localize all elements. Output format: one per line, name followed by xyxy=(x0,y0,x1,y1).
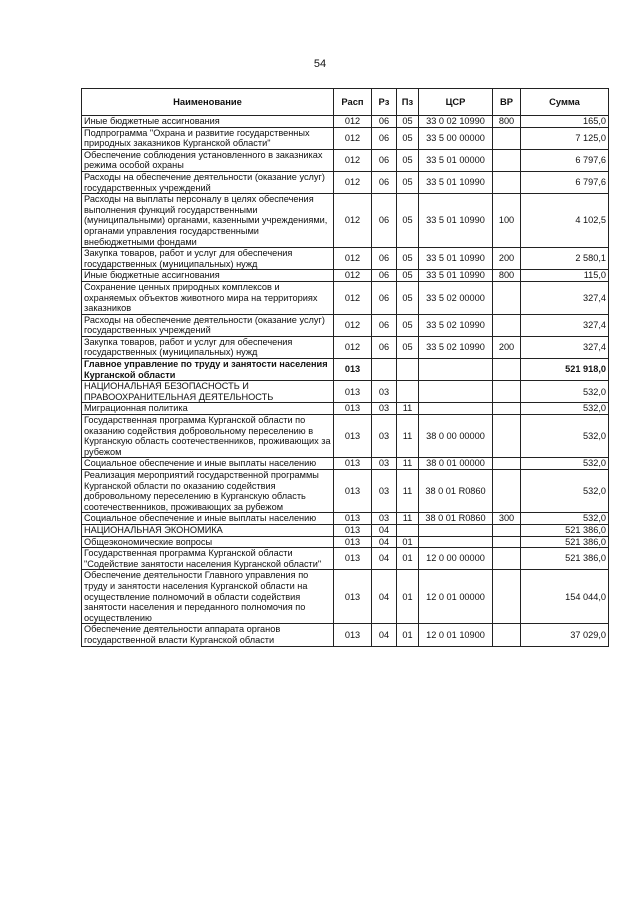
cell-sum: 327,4 xyxy=(521,314,609,336)
cell-pz: 11 xyxy=(397,470,419,513)
cell-rz: 03 xyxy=(372,458,397,470)
cell-name: Государственная программа Курганской области по оказанию содействия добровольному переселению в Курганскую область соотечественников, проживающих за рубежом xyxy=(82,415,334,458)
cell-pz: 01 xyxy=(397,570,419,624)
cell-sum: 521 918,0 xyxy=(521,359,609,381)
cell-vr xyxy=(493,403,521,415)
cell-vr xyxy=(493,171,521,193)
table-row xyxy=(82,513,609,525)
cell-sum: 115,0 xyxy=(521,270,609,282)
header-rz: Рз xyxy=(372,89,397,116)
cell-sum: 327,4 xyxy=(521,281,609,314)
cell-rasp: 012 xyxy=(334,281,372,314)
cell-name: Расходы на обеспечение деятельности (оказание услуг) государственных учреждений xyxy=(82,314,334,336)
cell-rasp: 013 xyxy=(334,470,372,513)
cell-sum: 6 797,6 xyxy=(521,149,609,171)
cell-pz xyxy=(397,381,419,403)
cell-rz: 06 xyxy=(372,127,397,149)
cell-rasp: 013 xyxy=(334,403,372,415)
header-pz: Пз xyxy=(397,89,419,116)
header-rasp: Расп xyxy=(334,89,372,116)
cell-sum: 532,0 xyxy=(521,470,609,513)
cell-rasp: 012 xyxy=(334,116,372,128)
table-row xyxy=(82,570,609,624)
cell-csr: 38 0 00 00000 xyxy=(419,415,493,458)
cell-sum: 532,0 xyxy=(521,381,609,403)
cell-sum: 532,0 xyxy=(521,415,609,458)
cell-sum: 6 797,6 xyxy=(521,171,609,193)
cell-rasp: 012 xyxy=(334,194,372,248)
cell-csr: 33 0 02 10990 xyxy=(419,116,493,128)
cell-rasp: 013 xyxy=(334,624,372,646)
cell-csr: 33 5 01 10990 xyxy=(419,194,493,248)
table-row xyxy=(82,524,609,536)
cell-rasp: 012 xyxy=(334,336,372,358)
cell-rasp: 013 xyxy=(334,548,372,570)
cell-rz: 06 xyxy=(372,248,397,270)
cell-pz: 05 xyxy=(397,127,419,149)
cell-pz: 11 xyxy=(397,513,419,525)
cell-csr: 33 5 01 10990 xyxy=(419,270,493,282)
cell-pz: 05 xyxy=(397,281,419,314)
cell-sum: 4 102,5 xyxy=(521,194,609,248)
cell-rasp: 013 xyxy=(334,415,372,458)
cell-vr xyxy=(493,415,521,458)
cell-rz: 04 xyxy=(372,548,397,570)
cell-csr: 33 5 02 10990 xyxy=(419,336,493,358)
table-row xyxy=(82,281,609,314)
cell-pz xyxy=(397,359,419,381)
cell-pz: 05 xyxy=(397,116,419,128)
cell-rz: 06 xyxy=(372,281,397,314)
cell-vr xyxy=(493,548,521,570)
budget-table xyxy=(81,88,609,647)
cell-csr: 33 5 02 00000 xyxy=(419,281,493,314)
cell-name: Иные бюджетные ассигнования xyxy=(82,116,334,128)
table-header-row xyxy=(82,89,609,116)
table-row xyxy=(82,116,609,128)
cell-rz: 06 xyxy=(372,336,397,358)
cell-vr xyxy=(493,359,521,381)
cell-csr: 38 0 01 00000 xyxy=(419,458,493,470)
cell-name: Закупка товаров, работ и услуг для обеспечения государственных (муниципальных) нужд xyxy=(82,248,334,270)
header-sum: Сумма xyxy=(521,89,609,116)
cell-rasp: 013 xyxy=(334,570,372,624)
cell-pz: 01 xyxy=(397,536,419,548)
cell-vr xyxy=(493,624,521,646)
cell-rasp: 013 xyxy=(334,458,372,470)
cell-name: Обеспечение деятельности аппарата органов государственной власти Курганской области xyxy=(82,624,334,646)
cell-pz: 05 xyxy=(397,248,419,270)
cell-name: Обеспечение деятельности Главного управления по труду и занятости населения Курганской области на осуществление полномочий в области содействия занятости населения и переданного полномочия по осуществлению xyxy=(82,570,334,624)
cell-name: НАЦИОНАЛЬНАЯ БЕЗОПАСНОСТЬ И ПРАВООХРАНИТЕЛЬНАЯ ДЕЯТЕЛЬНОСТЬ xyxy=(82,381,334,403)
cell-rz: 06 xyxy=(372,149,397,171)
cell-rz: 06 xyxy=(372,171,397,193)
table-row xyxy=(82,127,609,149)
cell-csr xyxy=(419,524,493,536)
cell-csr: 38 0 01 R0860 xyxy=(419,513,493,525)
cell-name: Социальное обеспечение и иные выплаты населению xyxy=(82,458,334,470)
cell-rz: 03 xyxy=(372,415,397,458)
header-vr: ВР xyxy=(493,89,521,116)
cell-sum: 7 125,0 xyxy=(521,127,609,149)
table-row xyxy=(82,248,609,270)
cell-rasp: 012 xyxy=(334,149,372,171)
cell-name: Государственная программа Курганской области "Содействие занятости населения Курганской области" xyxy=(82,548,334,570)
cell-csr: 12 0 00 00000 xyxy=(419,548,493,570)
cell-sum: 532,0 xyxy=(521,458,609,470)
cell-pz xyxy=(397,524,419,536)
table-row xyxy=(82,548,609,570)
cell-name: Главное управление по труду и занятости населения Курганской области xyxy=(82,359,334,381)
table-row xyxy=(82,194,609,248)
cell-rz: 06 xyxy=(372,116,397,128)
cell-csr: 38 0 01 R0860 xyxy=(419,470,493,513)
page-number: 54 xyxy=(313,58,327,70)
cell-vr xyxy=(493,127,521,149)
cell-rz: 06 xyxy=(372,270,397,282)
cell-pz: 05 xyxy=(397,270,419,282)
cell-pz: 05 xyxy=(397,336,419,358)
cell-vr: 100 xyxy=(493,194,521,248)
cell-rz: 03 xyxy=(372,513,397,525)
cell-rasp: 012 xyxy=(334,171,372,193)
cell-vr: 800 xyxy=(493,270,521,282)
cell-pz: 05 xyxy=(397,194,419,248)
cell-pz: 05 xyxy=(397,149,419,171)
cell-csr xyxy=(419,381,493,403)
cell-pz: 11 xyxy=(397,403,419,415)
table-row xyxy=(82,336,609,358)
cell-vr: 200 xyxy=(493,336,521,358)
cell-name: Общеэкономические вопросы xyxy=(82,536,334,548)
table-row xyxy=(82,171,609,193)
cell-rasp: 013 xyxy=(334,536,372,548)
table-row xyxy=(82,314,609,336)
cell-rz: 06 xyxy=(372,314,397,336)
cell-sum: 521 386,0 xyxy=(521,548,609,570)
cell-pz: 01 xyxy=(397,624,419,646)
cell-name: Миграционная политика xyxy=(82,403,334,415)
table-row xyxy=(82,359,609,381)
cell-csr: 12 0 01 00000 xyxy=(419,570,493,624)
cell-csr xyxy=(419,359,493,381)
table-row xyxy=(82,470,609,513)
cell-name: Расходы на выплаты персоналу в целях обеспечения выполнения функций государственными (муниципальными) органами, казенными учреждениями, органами управления государственными внебюджетными фондами xyxy=(82,194,334,248)
cell-csr: 12 0 01 10900 xyxy=(419,624,493,646)
cell-name: Подпрограмма "Охрана и развитие государственных природных заказников Курганской области" xyxy=(82,127,334,149)
cell-rasp: 012 xyxy=(334,127,372,149)
cell-rasp: 013 xyxy=(334,359,372,381)
cell-pz: 01 xyxy=(397,548,419,570)
cell-pz: 05 xyxy=(397,314,419,336)
cell-rasp: 012 xyxy=(334,248,372,270)
cell-pz: 11 xyxy=(397,415,419,458)
cell-rasp: 012 xyxy=(334,270,372,282)
cell-vr xyxy=(493,524,521,536)
cell-sum: 532,0 xyxy=(521,513,609,525)
table-row xyxy=(82,624,609,646)
cell-vr xyxy=(493,281,521,314)
cell-name: Расходы на обеспечение деятельности (оказание услуг) государственных учреждений xyxy=(82,171,334,193)
cell-name: Закупка товаров, работ и услуг для обеспечения государственных (муниципальных) нужд xyxy=(82,336,334,358)
cell-vr xyxy=(493,314,521,336)
cell-name: Реализация мероприятий государственной программы Курганской области по оказанию содействия добровольному переселению в Курганскую область соотечественников, проживающих за рубежом xyxy=(82,470,334,513)
cell-rz: 04 xyxy=(372,570,397,624)
cell-vr: 200 xyxy=(493,248,521,270)
cell-vr xyxy=(493,470,521,513)
cell-vr xyxy=(493,570,521,624)
cell-name: Социальное обеспечение и иные выплаты населению xyxy=(82,513,334,525)
cell-rz: 04 xyxy=(372,524,397,536)
table-row xyxy=(82,415,609,458)
cell-rasp: 013 xyxy=(334,524,372,536)
cell-vr: 800 xyxy=(493,116,521,128)
cell-csr: 33 5 01 00000 xyxy=(419,149,493,171)
cell-name: Иные бюджетные ассигнования xyxy=(82,270,334,282)
cell-sum: 2 580,1 xyxy=(521,248,609,270)
cell-vr xyxy=(493,381,521,403)
cell-pz: 05 xyxy=(397,171,419,193)
cell-rz: 04 xyxy=(372,624,397,646)
cell-csr: 33 5 01 10990 xyxy=(419,248,493,270)
cell-rz: 06 xyxy=(372,194,397,248)
cell-name: Сохранение ценных природных комплексов и охраняемых объектов животного мира на территориях заказников xyxy=(82,281,334,314)
table-row xyxy=(82,149,609,171)
cell-name: Обеспечение соблюдения установленного в заказниках режима особой охраны xyxy=(82,149,334,171)
cell-rz xyxy=(372,359,397,381)
cell-pz: 11 xyxy=(397,458,419,470)
table-body xyxy=(82,116,609,647)
cell-rz: 04 xyxy=(372,536,397,548)
cell-sum: 165,0 xyxy=(521,116,609,128)
cell-rasp: 013 xyxy=(334,513,372,525)
cell-rasp: 012 xyxy=(334,314,372,336)
cell-rz: 03 xyxy=(372,470,397,513)
cell-sum: 532,0 xyxy=(521,403,609,415)
table-row xyxy=(82,403,609,415)
header-csr: ЦСР xyxy=(419,89,493,116)
table-row xyxy=(82,458,609,470)
cell-vr: 300 xyxy=(493,513,521,525)
header-name: Наименование xyxy=(82,89,334,116)
cell-sum: 154 044,0 xyxy=(521,570,609,624)
cell-csr: 33 5 02 10990 xyxy=(419,314,493,336)
cell-vr xyxy=(493,149,521,171)
cell-sum: 521 386,0 xyxy=(521,524,609,536)
cell-csr: 33 5 00 00000 xyxy=(419,127,493,149)
cell-sum: 37 029,0 xyxy=(521,624,609,646)
cell-csr xyxy=(419,536,493,548)
cell-sum: 521 386,0 xyxy=(521,536,609,548)
table-row xyxy=(82,270,609,282)
cell-sum: 327,4 xyxy=(521,336,609,358)
cell-vr xyxy=(493,536,521,548)
cell-rz: 03 xyxy=(372,381,397,403)
table-row xyxy=(82,381,609,403)
table-row xyxy=(82,536,609,548)
cell-name: НАЦИОНАЛЬНАЯ ЭКОНОМИКА xyxy=(82,524,334,536)
cell-rasp: 013 xyxy=(334,381,372,403)
cell-csr: 33 5 01 10990 xyxy=(419,171,493,193)
cell-rz: 03 xyxy=(372,403,397,415)
cell-csr xyxy=(419,403,493,415)
cell-vr xyxy=(493,458,521,470)
